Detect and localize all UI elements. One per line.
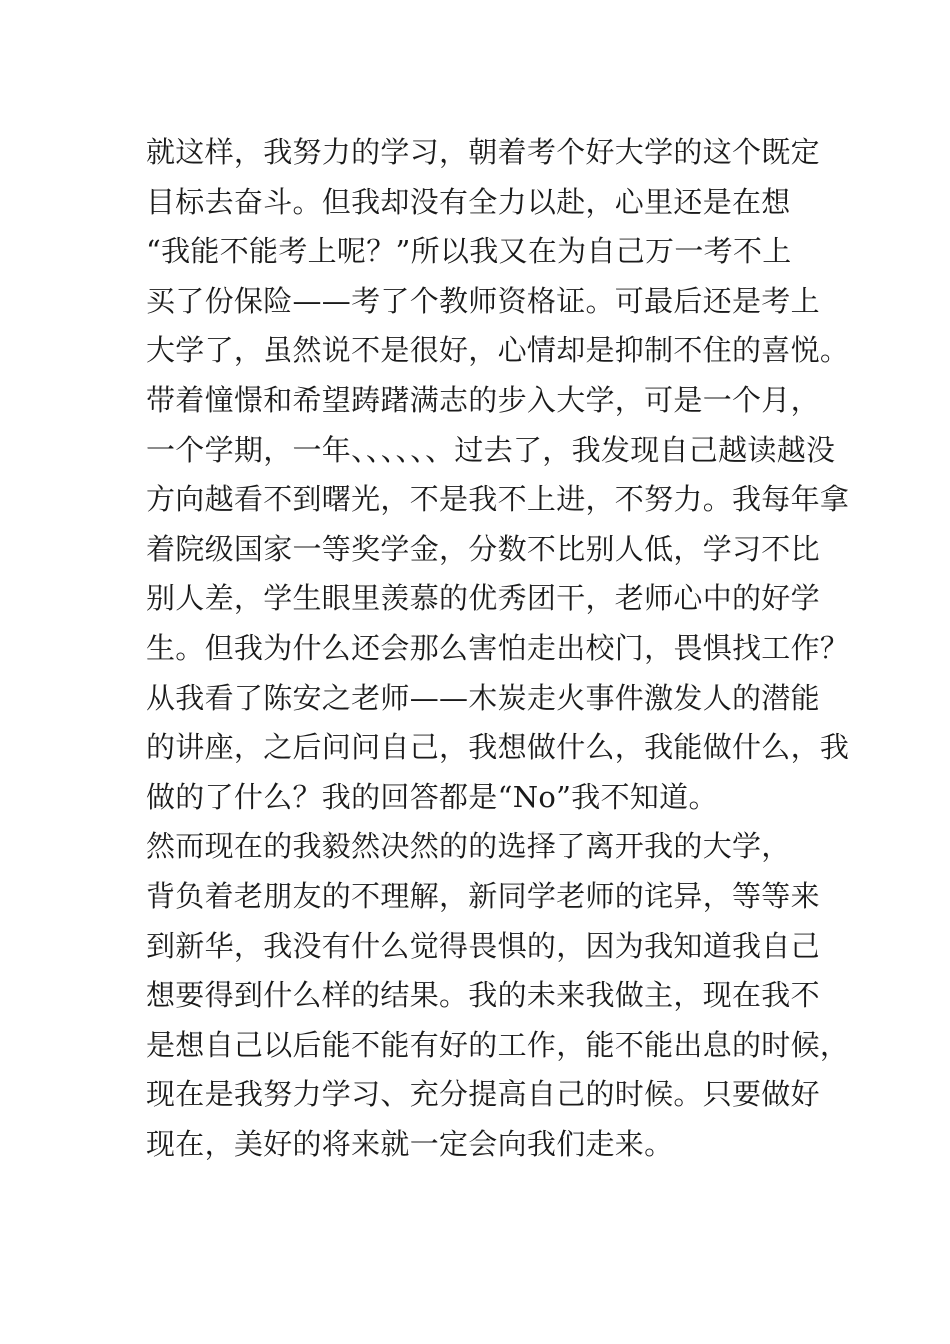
text-line: 着院级国家一等奖学金，分数不比别人低，学习不比 (146, 531, 820, 566)
text-line: 现在是我努力学习、充分提高自己的时候。只要做好 (146, 1077, 820, 1112)
document-body (146, 128, 850, 1169)
text-line: 是想自己以后能不能有好的工作，能不能出息的时候， (146, 1027, 850, 1062)
text-line: 生。但我为什么还会那么害怕走出校门，畏惧找工作？ (146, 630, 850, 665)
text-line: 目标去奋斗。但我却没有全力以赴，心里还是在想 (146, 184, 791, 219)
text-line: “我能不能考上呢？”所以我又在为自己万一考不上 (146, 234, 792, 269)
text-line: 然而现在的我毅然决然的的选择了离开我的大学， (146, 829, 791, 864)
text-line: 到新华，我没有什么觉得畏惧的，因为我知道我自己 (146, 928, 820, 963)
text-line: 别人差，学生眼里羡慕的优秀团干，老师心中的好学 (146, 581, 820, 616)
text-line: 做的了什么？我的回答都是“No”我不知道。 (146, 779, 718, 814)
text-line: 买了份保险——考了个教师资格证。可最后还是考上 (146, 283, 820, 318)
text-line: 想要得到什么样的结果。我的未来我做主，现在我不 (146, 978, 820, 1013)
text-line: 就这样，我努力的学习，朝着考个好大学的这个既定 (146, 135, 820, 169)
text-line: 方向越看不到曙光，不是我不上进，不努力。我每年拿 (146, 482, 850, 517)
text-line: 一个学期，一年、、、、、、过去了，我发现自己越读越没 (146, 432, 836, 467)
text-line: 背负着老朋友的不理解，新同学老师的诧异，等等来 (146, 878, 820, 913)
text-line: 带着憧憬和希望踌躇满志的步入大学，可是一个月， (146, 382, 820, 417)
text-line: 从我看了陈安之老师——木炭走火事件激发人的潜能 (146, 680, 820, 715)
text-line: 大学了，虽然说不是很好，心情却是抑制不住的喜悦。 (146, 333, 850, 368)
text-line: 的讲座，之后问问自己，我想做什么，我能做什么，我 (146, 730, 850, 765)
text-line: 现在，美好的将来就一定会向我们走来。 (146, 1126, 674, 1161)
